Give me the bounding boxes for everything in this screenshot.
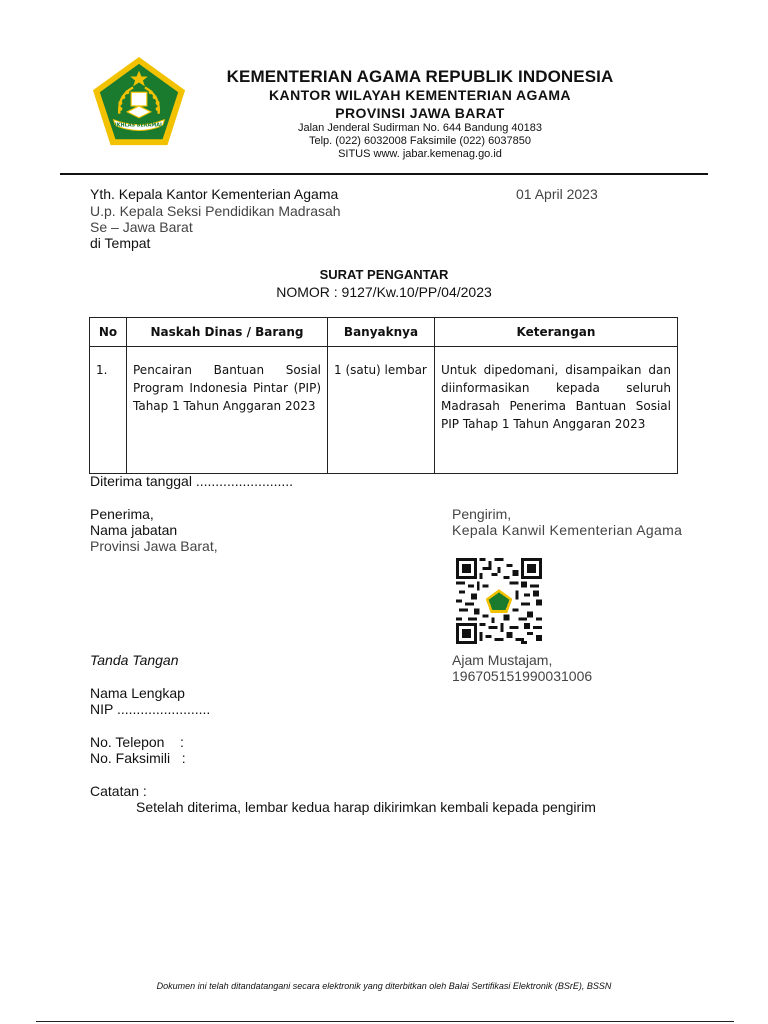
- items-table: [89, 317, 678, 474]
- col-header-keterangan: Keterangan: [435, 318, 678, 347]
- col-header-banyaknya: Banyaknya: [328, 318, 435, 347]
- logo-motto: IKHLAS BERAMAL: [114, 122, 164, 129]
- table-row: [90, 347, 678, 474]
- pengirim-nama: Ajam Mustajam,: [452, 652, 553, 668]
- bsre-footer-note: Dokumen ini telah ditandatangani secara elektronik yang diterbitkan oleh Balai Sertifikasi Elektronik (BSrE), BSSN: [156, 981, 612, 991]
- letter-title: SURAT PENGANTAR: [319, 267, 449, 282]
- penerima-faksimili: No. Faksimili :: [90, 750, 186, 766]
- kemenag-logo: [90, 55, 188, 153]
- pengirim-label: Pengirim,: [452, 506, 512, 522]
- qr-code-icon: [456, 558, 542, 644]
- office-website: SITUS www. jabar.kemenag.go.id: [338, 148, 502, 160]
- pengirim-nip: 196705151990031006: [452, 668, 593, 684]
- recipient-line-2: U.p. Kepala Seksi Pendidikan Madrasah: [90, 203, 341, 219]
- letter-number: NOMOR : 9127/Kw.10/PP/04/2023: [276, 284, 492, 300]
- table-header-row: [90, 318, 678, 347]
- penerima-signature: Tanda Tangan: [90, 652, 179, 668]
- recipient-line-3: Se – Jawa Barat: [90, 219, 193, 235]
- penerima-label: Penerima,: [90, 506, 154, 522]
- catatan-label: Catatan :: [90, 783, 147, 799]
- province-name: PROVINSI JAWA BARAT: [335, 105, 505, 121]
- ministry-name: KEMENTERIAN AGAMA REPUBLIK INDONESIA: [226, 67, 614, 86]
- cell-keterangan: Untuk dipedomani, disampaikan dan diinformasikan kepada seluruh Madrasah Penerima Bantuan Sosial PIP Tahap 1 Tahun Anggaran 2023: [435, 347, 678, 474]
- recipient-line-4: di Tempat: [90, 235, 151, 251]
- penerima-nama: Nama Lengkap: [90, 685, 185, 701]
- col-header-naskah: Naskah Dinas / Barang: [127, 318, 328, 347]
- office-address: Jalan Jenderal Sudirman No. 644 Bandung 40183: [297, 122, 542, 134]
- penerima-nip: NIP ........................: [90, 701, 211, 717]
- cell-naskah: Pencairan Bantuan Sosial Program Indonesia Pintar (PIP) Tahap 1 Tahun Anggaran 2023: [127, 347, 328, 474]
- office-phone: Telp. (022) 6032008 Faksimile (022) 6037850: [309, 135, 531, 147]
- penerima-provinsi: Provinsi Jawa Barat,: [90, 538, 218, 554]
- penerima-telepon: No. Telepon :: [90, 734, 184, 750]
- letterhead-rule: [60, 173, 708, 175]
- catatan-text: Setelah diterima, lembar kedua harap dikirimkan kembali kepada pengirim: [136, 799, 596, 815]
- received-date: Diterima tanggal .........................: [90, 473, 294, 489]
- col-header-no: No: [90, 318, 127, 347]
- recipient-line-1: Yth. Kepala Kantor Kementerian Agama: [90, 186, 339, 202]
- cell-banyaknya: 1 (satu) lembar: [328, 347, 435, 474]
- cell-no: 1.: [90, 347, 127, 474]
- pengirim-jabatan: Kepala Kanwil Kementerian Agama: [452, 522, 683, 538]
- footer-rule: [36, 1021, 734, 1022]
- penerima-jabatan: Nama jabatan: [90, 522, 178, 538]
- office-name: KANTOR WILAYAH KEMENTERIAN AGAMA: [269, 87, 571, 103]
- letter-date: 01 April 2023: [516, 186, 598, 202]
